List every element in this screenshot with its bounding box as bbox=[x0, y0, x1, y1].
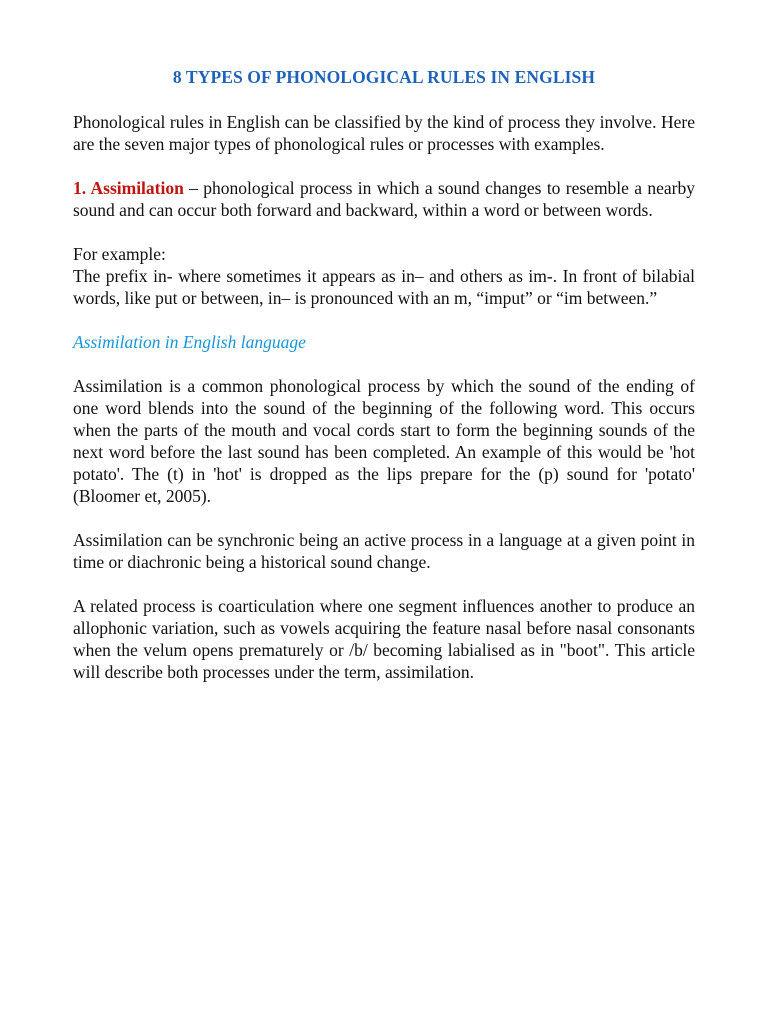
intro-paragraph: Phonological rules in English can be classified by the kind of process they involve. Here are the seven major types of phonological rules or processes with examples. bbox=[73, 112, 695, 154]
body-paragraph-1: Assimilation is a common phonological process by which the sound of the ending of one word blends into the sound of the beginning of the following word. This occurs when the parts of the mouth and vocal cords start to form the beginning sounds of the next word before the last sound has been completed. An example of this would be 'hot potato'. The (t) in 'hot' is dropped as the lips prepare for the (p) sound for 'potato' (Bloomer et, 2005). bbox=[73, 376, 695, 506]
assimilation-definition bbox=[73, 177, 695, 221]
section-heading-assimilation: 1. Assimilation bbox=[73, 178, 184, 198]
heading-dash: – bbox=[183, 178, 204, 198]
body-paragraph-3: A related process is coarticulation where one segment influences another to produce an allophonic variation, such as vowels acquiring the feature nasal before nasal consonants when the velum opens prematurely or /b/ becoming labialised as in "boot". This article will describe both processes under the term, assimilation. bbox=[73, 596, 695, 682]
example-label: For example: bbox=[73, 244, 166, 264]
body-paragraph-2: Assimilation can be synchronic being an active process in a language at a given point in time or diachronic being a historical sound change. bbox=[73, 530, 695, 572]
section-subheading: Assimilation in English language bbox=[73, 332, 306, 352]
document-title: 8 TYPES OF PHONOLOGICAL RULES IN ENGLISH bbox=[172, 67, 596, 87]
example-text: The prefix in- where sometimes it appears as in– and others as im-. In front of bilabial words, like put or between, in– is pronounced with an m, “imput” or “im between.” bbox=[73, 266, 695, 308]
document-page bbox=[73, 66, 695, 683]
definition-text: phonological process in which a sound changes to resemble a nearby sound and can occur both forward and backward, within a word or between words. bbox=[73, 178, 695, 220]
